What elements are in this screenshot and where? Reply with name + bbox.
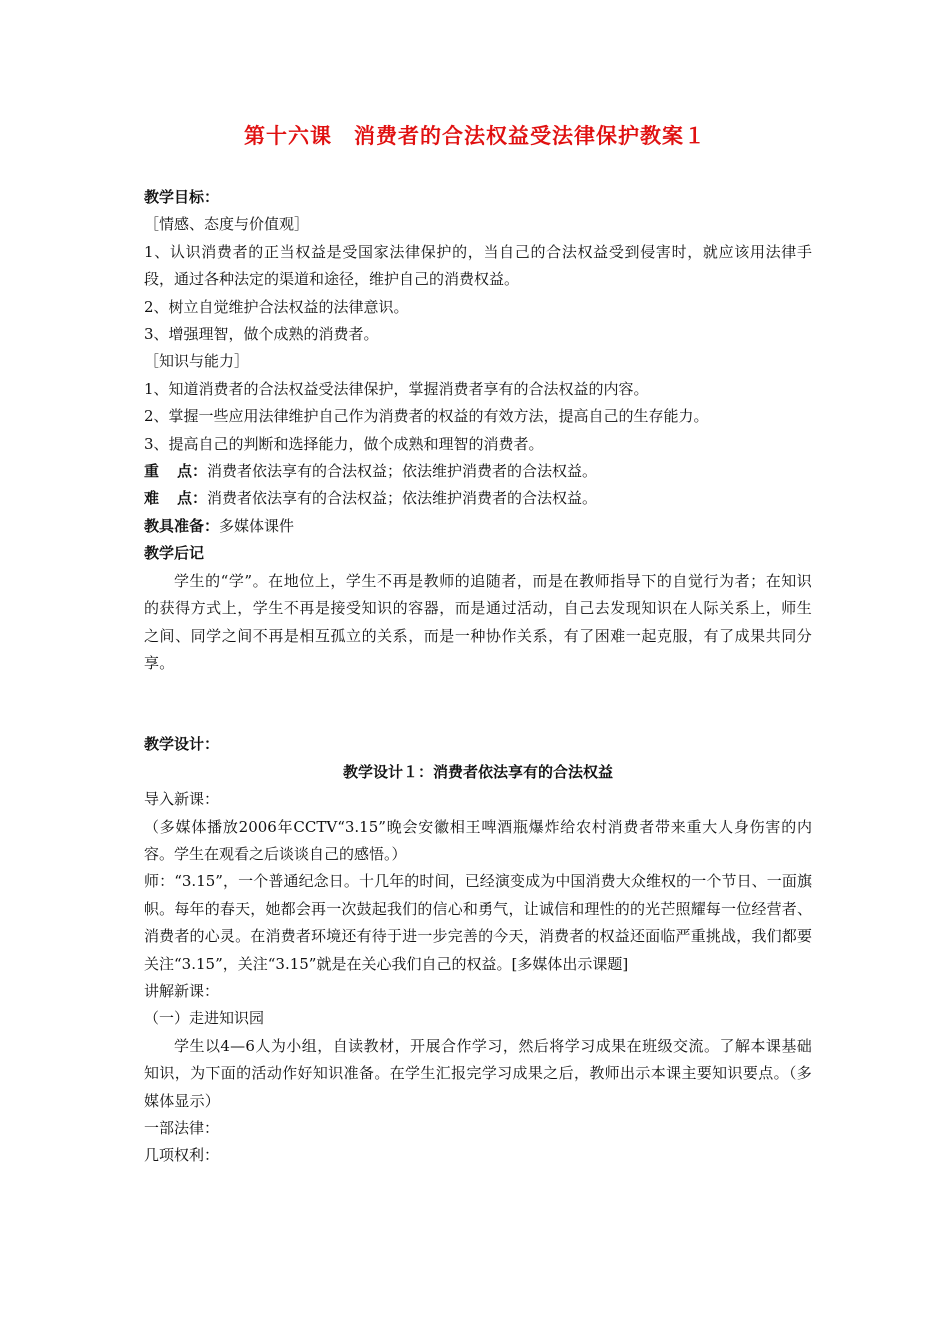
difficult-points-text: 消费者依法享有的合法权益；依法维护消费者的合法权益。 — [207, 489, 598, 508]
lecture-label: 讲解新课： — [144, 981, 220, 1000]
section-heading: （一）走进知识园 — [144, 1009, 265, 1028]
ability-heading: ［知识与能力］ — [144, 352, 250, 371]
key-points-label-b: 点： — [177, 462, 208, 481]
key-points-label-a: 重 — [144, 462, 160, 481]
teacher-text: 师：“3.15”，一个普通纪念日。十几年的时间，已经演变成为中国消费大众维权的一个节日、一面旗帜。每年的春天，她都会再一次鼓起我们的信心和勇气，让诚信和理性的的光芒照耀每一位经营者、消费者的心灵。在消费者环境还有待于进一步完善的今天，消费者的权益还面临严重挑战，我们都要关注“3.15”，关注“3.15”就是在关心我们自己的权益。[多媒体出示课题] — [144, 872, 812, 973]
design-heading: 教学设计： — [144, 735, 220, 754]
rights-label: 几项权利： — [144, 1146, 220, 1165]
key-points-text: 消费者依法享有的合法权益；依法维护消费者的合法权益。 — [207, 462, 598, 481]
law-label: 一部法律： — [144, 1119, 220, 1137]
attitude-item: 3、增强理智，做个成熟的消费者。 — [144, 325, 379, 344]
ability-item: 3、提高自己的判断和选择能力，做个成熟和理智的消费者。 — [144, 434, 544, 453]
tools-label: 教具准备： — [144, 516, 220, 535]
section-text: 学生以4—6人为小组，自读教材，开展合作学习，然后将学习成果在班级交流。了解本课基础知识，为下面的活动作好知识准备。在学生汇报完学习成果之后，教师出示本课主要知识要点。（多媒体显示） — [144, 1036, 812, 1110]
intro-label: 导入新课： — [144, 790, 220, 809]
ability-item: 1、知道消费者的合法权益受法律保护，掌握消费者享有的合法权益的内容。 — [144, 379, 649, 398]
difficult-points — [144, 485, 812, 512]
postscript-text: 学生的“学”。在地位上，学生不再是教师的追随者，而是在教师指导下的自觉行为者；在知识的获得方式上，学生不再是接受知识的容器，而是通过活动，自己去发现知识在人际关系上，师生之间、同学之间不再是相互孤立的关系，而是一种协作关系，有了困难一起克服，有了成果共同分享。 — [144, 571, 812, 672]
document-title: 第十六课 消费者的合法权益受法律保护教案１ — [244, 123, 706, 148]
intro-note: （多媒体播放2006年CCTV“3.15”晚会安徽相王啤酒瓶爆炸给农村消费者带来重大人身伤害的内容。学生在观看之后谈谈自己的感悟。） — [144, 817, 812, 863]
postscript-heading: 教学后记 — [144, 544, 205, 563]
design-subtitle: 教学设计１：消费者依法享有的合法权益 — [342, 762, 613, 781]
ability-item: 2、掌握一些应用法律维护自己作为消费者的权益的有效方法，提高自己的生存能力。 — [144, 407, 709, 426]
tools — [144, 513, 812, 540]
objectives-heading: 教学目标： — [144, 188, 220, 206]
attitude-heading: ［情感、态度与价值观］ — [144, 215, 310, 234]
difficult-points-label-b: 点： — [177, 489, 208, 508]
attitude-item: 2、树立自觉维护合法权益的法律意识。 — [144, 297, 409, 316]
document-body — [144, 184, 812, 1170]
tools-text: 多媒体课件 — [219, 516, 295, 535]
key-points — [144, 458, 812, 485]
attitude-item: 1、认识消费者的正当权益是受国家法律保护的，当自己的合法权益受到侵害时，就应该用法律手段，通过各种法定的渠道和途径，维护自己的消费权益。 — [144, 242, 812, 289]
difficult-points-label-a: 难 — [144, 489, 160, 508]
